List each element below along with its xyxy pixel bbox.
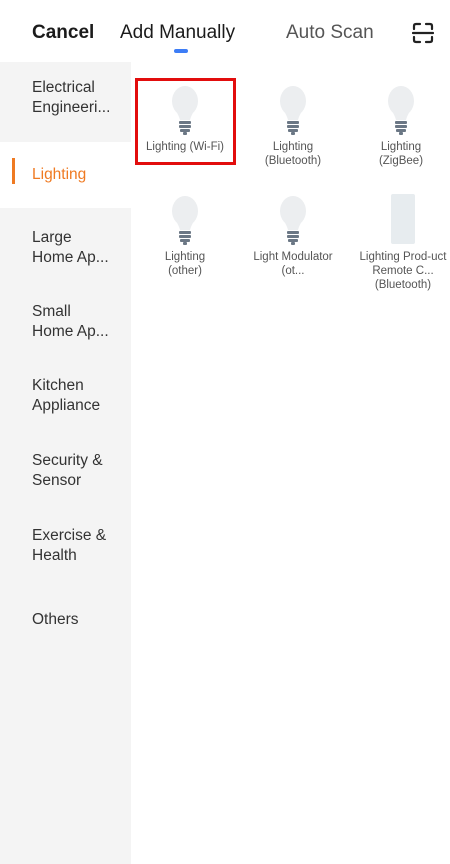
sidebar-item-lighting[interactable] xyxy=(0,142,131,208)
sidebar-item-label: Small Home Ap... xyxy=(32,303,109,340)
light-bulb-icon xyxy=(170,194,200,246)
top-bar xyxy=(0,0,450,62)
device-light-modulator[interactable] xyxy=(243,194,343,278)
sidebar-item-exercise-health[interactable] xyxy=(0,526,131,566)
sidebar-item-label: Kitchen Appliance xyxy=(32,377,101,414)
sidebar-item-label: Electrical Engineeri... xyxy=(32,79,111,116)
device-lighting-other[interactable] xyxy=(135,194,235,278)
light-bulb-icon xyxy=(386,84,416,136)
sidebar-item-small-home-appliance[interactable] xyxy=(0,302,131,342)
cancel-button[interactable]: Cancel xyxy=(32,22,95,43)
category-sidebar xyxy=(0,62,131,864)
sidebar-item-label: Exercise & Health xyxy=(32,527,107,564)
device-lighting-bluetooth[interactable] xyxy=(243,84,343,168)
device-label: Lighting (other) xyxy=(164,251,206,277)
light-bulb-icon xyxy=(278,194,308,246)
sidebar-item-label: Security & Sensor xyxy=(32,452,103,489)
device-label: Light Modulator (ot... xyxy=(253,251,333,277)
active-tab-indicator xyxy=(174,49,188,53)
device-lighting-wifi[interactable] xyxy=(135,84,235,154)
tab-add-manually[interactable]: Add Manually xyxy=(120,22,236,43)
device-label: Lighting (Bluetooth) xyxy=(264,141,322,167)
device-label: Lighting (Wi-Fi) xyxy=(146,141,224,153)
device-lighting-zigbee[interactable] xyxy=(351,84,450,168)
light-bulb-icon xyxy=(278,84,308,136)
device-lighting-product-remote[interactable] xyxy=(353,194,450,292)
device-label: Lighting (ZigBee) xyxy=(378,141,424,167)
sidebar-item-kitchen-appliance[interactable] xyxy=(0,376,131,416)
sidebar-item-large-home-appliance[interactable] xyxy=(0,228,131,268)
tab-auto-scan[interactable]: Auto Scan xyxy=(286,22,374,43)
sidebar-item-security-sensor[interactable] xyxy=(0,451,131,491)
active-category-indicator xyxy=(12,158,15,184)
sidebar-item-electrical-engineering[interactable] xyxy=(0,78,120,118)
light-bulb-icon xyxy=(170,84,200,136)
sidebar-item-others[interactable] xyxy=(0,610,131,630)
remote-control-icon xyxy=(391,194,415,244)
sidebar-item-label: Lighting xyxy=(32,166,87,183)
scan-icon[interactable] xyxy=(412,22,434,44)
sidebar-item-label: Large Home Ap... xyxy=(32,229,109,266)
device-label: Lighting Prod-uct Remote C... (Bluetooth) xyxy=(359,251,447,291)
sidebar-item-label: Others xyxy=(32,611,79,628)
device-grid xyxy=(131,62,450,864)
